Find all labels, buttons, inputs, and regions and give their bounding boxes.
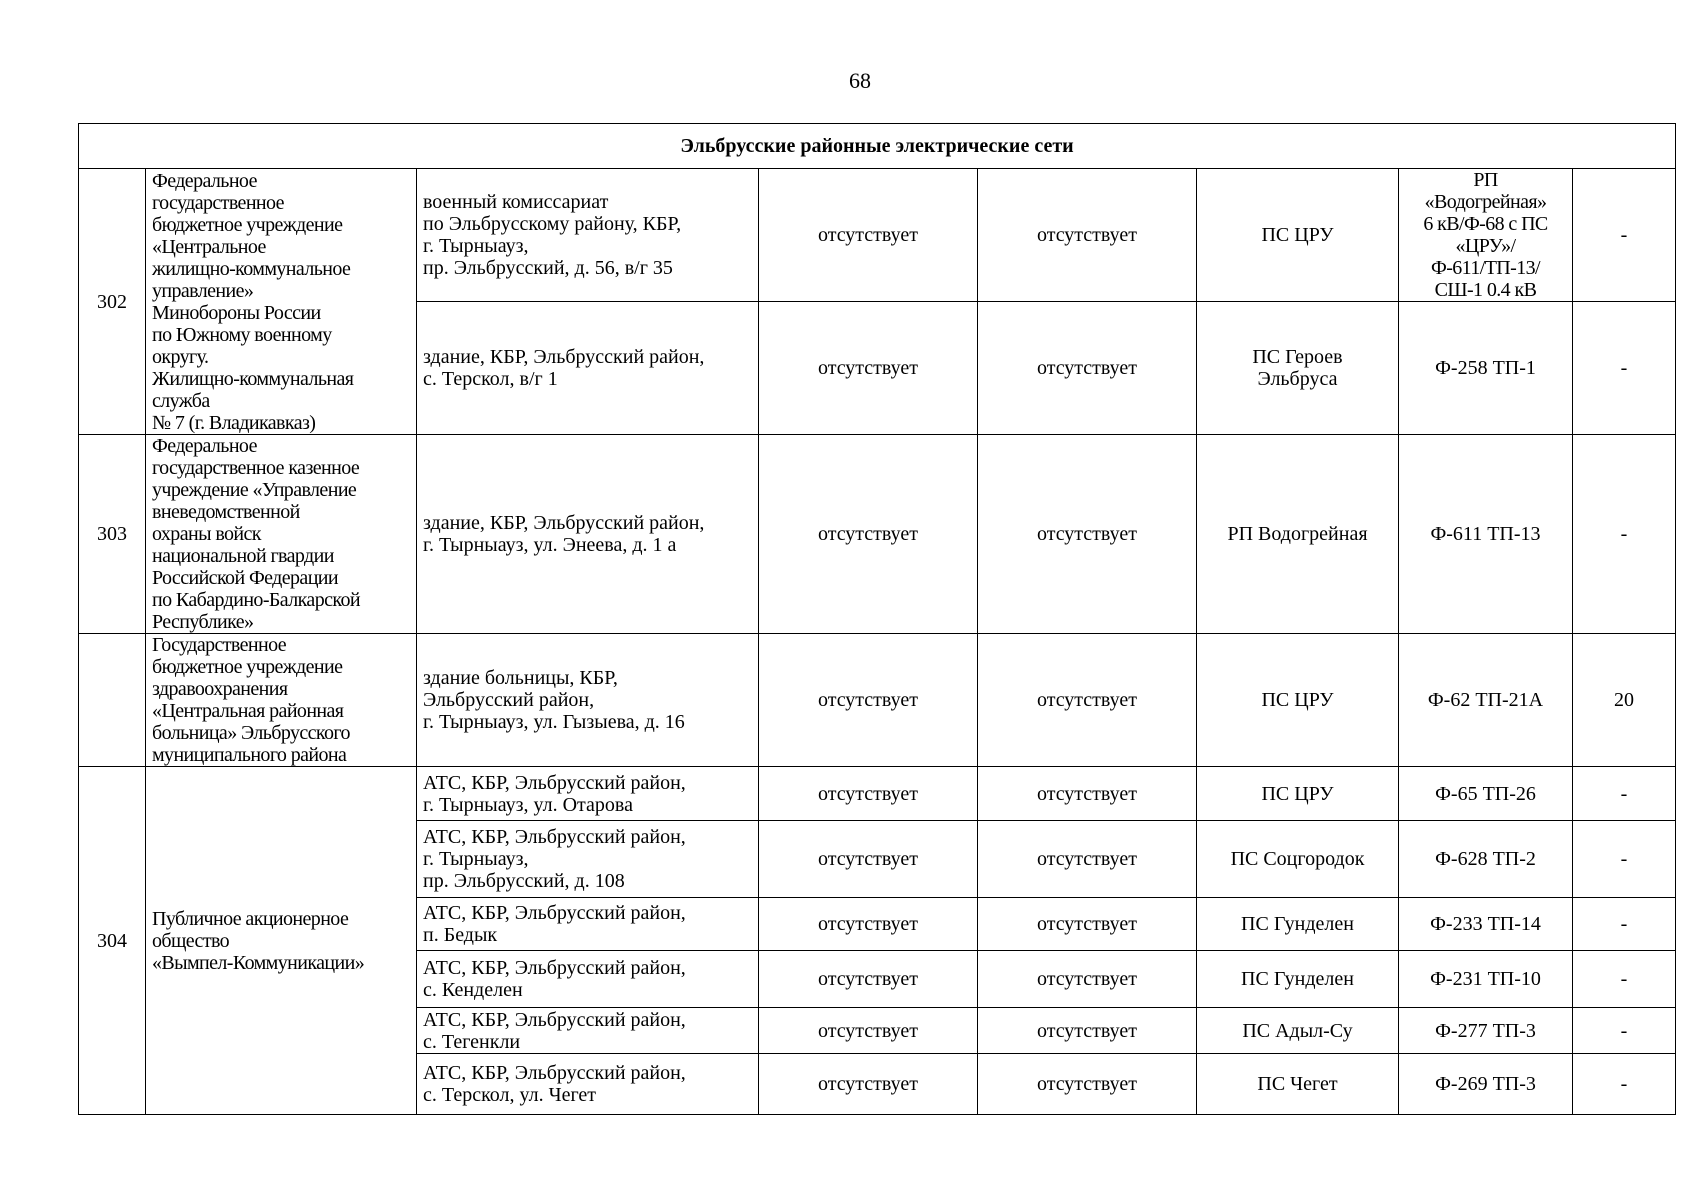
value-cell: - — [1573, 1054, 1676, 1115]
table-row — [79, 634, 1676, 767]
object-address: здание, КБР, Эльбрусский район, с. Терскол, в/г 1 — [417, 302, 759, 435]
col4-value: отсутствует — [978, 821, 1197, 898]
col3-value: отсутствует — [759, 1054, 978, 1115]
object-address: здание, КБР, Эльбрусский район, г. Тырныауз, ул. Энеева, д. 1 а — [417, 435, 759, 634]
organization-name: Публичное акционерное общество «Вымпел-Коммуникации» — [146, 767, 417, 1115]
value-cell: - — [1573, 1008, 1676, 1054]
col3-value: отсутствует — [759, 302, 978, 435]
object-address: АТС, КБР, Эльбрусский район, с. Кенделен — [417, 951, 759, 1008]
organization-name: Федеральное государственное бюджетное учреждение «Центральное жилищно-коммунальное управление» Минобороны России по Южному военному округу. Жилищно-коммунальная служба № 7 (г. Владикавказ) — [146, 169, 417, 435]
table-row — [79, 767, 1676, 821]
object-address: АТС, КБР, Эльбрусский район, г. Тырныауз, пр. Эльбрусский, д. 108 — [417, 821, 759, 898]
substation: ПС Чегет — [1197, 1054, 1399, 1115]
substation: ПС Соцгородок — [1197, 821, 1399, 898]
col4-value: отсутствует — [978, 767, 1197, 821]
col4-value: отсутствует — [978, 898, 1197, 951]
substation: ПС Героев Эльбруса — [1197, 302, 1399, 435]
col4-value: отсутствует — [978, 302, 1197, 435]
substation: РП Водогрейная — [1197, 435, 1399, 634]
table-row — [79, 169, 1676, 302]
feeder: РП «Водогрейная» 6 кВ/Ф-68 с ПС «ЦРУ»/ Ф-611/ТП-13/ СШ-1 0.4 кВ — [1399, 169, 1573, 302]
feeder: Ф-611 ТП-13 — [1399, 435, 1573, 634]
substation: ПС ЦРУ — [1197, 634, 1399, 767]
value-cell: - — [1573, 302, 1676, 435]
value-cell: - — [1573, 821, 1676, 898]
col3-value: отсутствует — [759, 169, 978, 302]
object-address: военный комиссариат по Эльбрусскому району, КБР, г. Тырныауз, пр. Эльбрусский, д. 56, в/г 35 — [417, 169, 759, 302]
value-cell: - — [1573, 898, 1676, 951]
value-cell: - — [1573, 435, 1676, 634]
col4-value: отсутствует — [978, 1008, 1197, 1054]
feeder: Ф-62 ТП-21А — [1399, 634, 1573, 767]
col3-value: отсутствует — [759, 898, 978, 951]
organization-name: Государственное бюджетное учреждение здравоохранения «Центральная районная больница» Эльбрусского муниципального района — [146, 634, 417, 767]
substation: ПС ЦРУ — [1197, 767, 1399, 821]
col4-value: отсутствует — [978, 1054, 1197, 1115]
electric-networks-table — [78, 123, 1676, 1115]
substation: ПС Гунделен — [1197, 898, 1399, 951]
section-header-row — [79, 124, 1676, 169]
object-address: АТС, КБР, Эльбрусский район, с. Терскол, ул. Чегет — [417, 1054, 759, 1115]
value-cell: - — [1573, 767, 1676, 821]
object-address: здание больницы, КБР, Эльбрусский район, г. Тырныауз, ул. Гызыева, д. 16 — [417, 634, 759, 767]
page-number: 68 — [849, 68, 871, 93]
object-address: АТС, КБР, Эльбрусский район, г. Тырныауз, ул. Отарова — [417, 767, 759, 821]
row-number: 302 — [79, 169, 146, 435]
col3-value: отсутствует — [759, 435, 978, 634]
value-cell: - — [1573, 951, 1676, 1008]
col4-value: отсутствует — [978, 634, 1197, 767]
row-number: 304 — [79, 767, 146, 1115]
feeder: Ф-269 ТП-3 — [1399, 1054, 1573, 1115]
substation: ПС Адыл-Су — [1197, 1008, 1399, 1054]
feeder: Ф-65 ТП-26 — [1399, 767, 1573, 821]
col3-value: отсутствует — [759, 951, 978, 1008]
object-address: АТС, КБР, Эльбрусский район, с. Тегенкли — [417, 1008, 759, 1054]
table-row — [79, 435, 1676, 634]
object-address: АТС, КБР, Эльбрусский район, п. Бедык — [417, 898, 759, 951]
feeder: Ф-231 ТП-10 — [1399, 951, 1573, 1008]
col3-value: отсутствует — [759, 1008, 978, 1054]
value-cell: 20 — [1573, 634, 1676, 767]
feeder: Ф-233 ТП-14 — [1399, 898, 1573, 951]
section-title: Эльбрусские районные электрические сети — [79, 124, 1676, 169]
col3-value: отсутствует — [759, 767, 978, 821]
col3-value: отсутствует — [759, 634, 978, 767]
row-number: 303 — [79, 435, 146, 634]
col4-value: отсутствует — [978, 169, 1197, 302]
value-cell: - — [1573, 169, 1676, 302]
substation: ПС ЦРУ — [1197, 169, 1399, 302]
row-number — [79, 634, 146, 767]
col4-value: отсутствует — [978, 435, 1197, 634]
col3-value: отсутствует — [759, 821, 978, 898]
substation: ПС Гунделен — [1197, 951, 1399, 1008]
organization-name: Федеральное государственное казенное учреждение «Управление вневедомственной охраны войск национальной гвардии Российской Федерации по Кабардино-Балкарской Республике» — [146, 435, 417, 634]
feeder: Ф-628 ТП-2 — [1399, 821, 1573, 898]
col4-value: отсутствует — [978, 951, 1197, 1008]
feeder: Ф-277 ТП-3 — [1399, 1008, 1573, 1054]
feeder: Ф-258 ТП-1 — [1399, 302, 1573, 435]
